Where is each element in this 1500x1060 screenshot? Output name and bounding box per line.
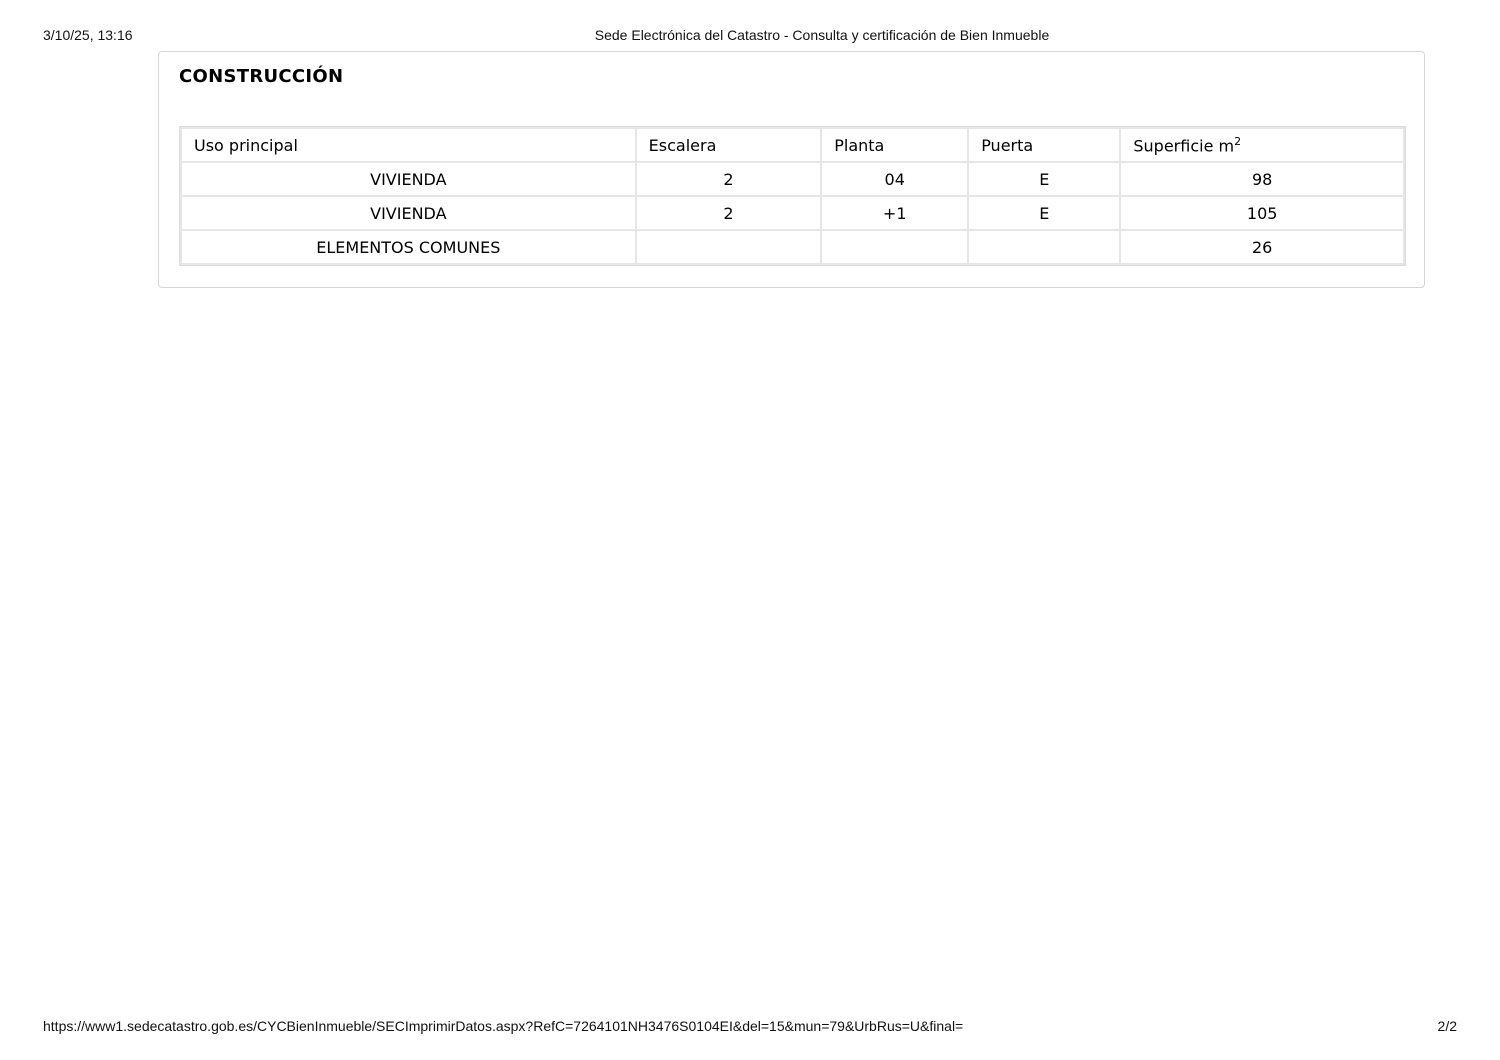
table-row (182, 231, 1403, 263)
construccion-panel (158, 51, 1425, 288)
cell-puerta (969, 231, 1119, 263)
print-url: https://www1.sedecatastro.gob.es/CYCBienInmueble/SECImprimirDatos.aspx?RefC=7264101NH3476S0104EI&del=15&mun=79&UrbRus=U&final= (43, 1018, 964, 1034)
table-row (182, 163, 1403, 195)
cell-puerta: E (969, 197, 1119, 229)
cell-uso: VIVIENDA (182, 197, 635, 229)
print-header (0, 27, 1500, 45)
cell-escalera: 2 (637, 197, 821, 229)
col-header-uso: Uso principal (182, 129, 635, 161)
cell-superficie: 26 (1121, 231, 1403, 263)
cell-escalera: 2 (637, 163, 821, 195)
cell-planta (822, 231, 967, 263)
col-header-escalera: Escalera (637, 129, 821, 161)
cell-planta: +1 (822, 197, 967, 229)
cell-planta: 04 (822, 163, 967, 195)
superficie-exponent: 2 (1234, 134, 1242, 148)
cell-escalera (637, 231, 821, 263)
cell-puerta: E (969, 163, 1119, 195)
page-number: 2/2 (1437, 1018, 1457, 1034)
superficie-label: Superficie m (1133, 136, 1235, 156)
cell-uso: ELEMENTOS COMUNES (182, 231, 635, 263)
print-page-title: Sede Electrónica del Catastro - Consulta y certificación de Bien Inmueble (594, 27, 1050, 43)
construccion-table (179, 126, 1406, 266)
cell-superficie: 105 (1121, 197, 1403, 229)
col-header-superficie (1121, 129, 1403, 161)
print-datetime: 3/10/25, 13:16 (43, 27, 133, 43)
col-header-puerta: Puerta (969, 129, 1119, 161)
col-header-planta: Planta (822, 129, 967, 161)
table-row (182, 197, 1403, 229)
cell-uso: VIVIENDA (182, 163, 635, 195)
print-footer (0, 1018, 1500, 1036)
table-header-row (182, 129, 1403, 161)
cell-superficie: 98 (1121, 163, 1403, 195)
section-title: CONSTRUCCIÓN (179, 66, 344, 87)
